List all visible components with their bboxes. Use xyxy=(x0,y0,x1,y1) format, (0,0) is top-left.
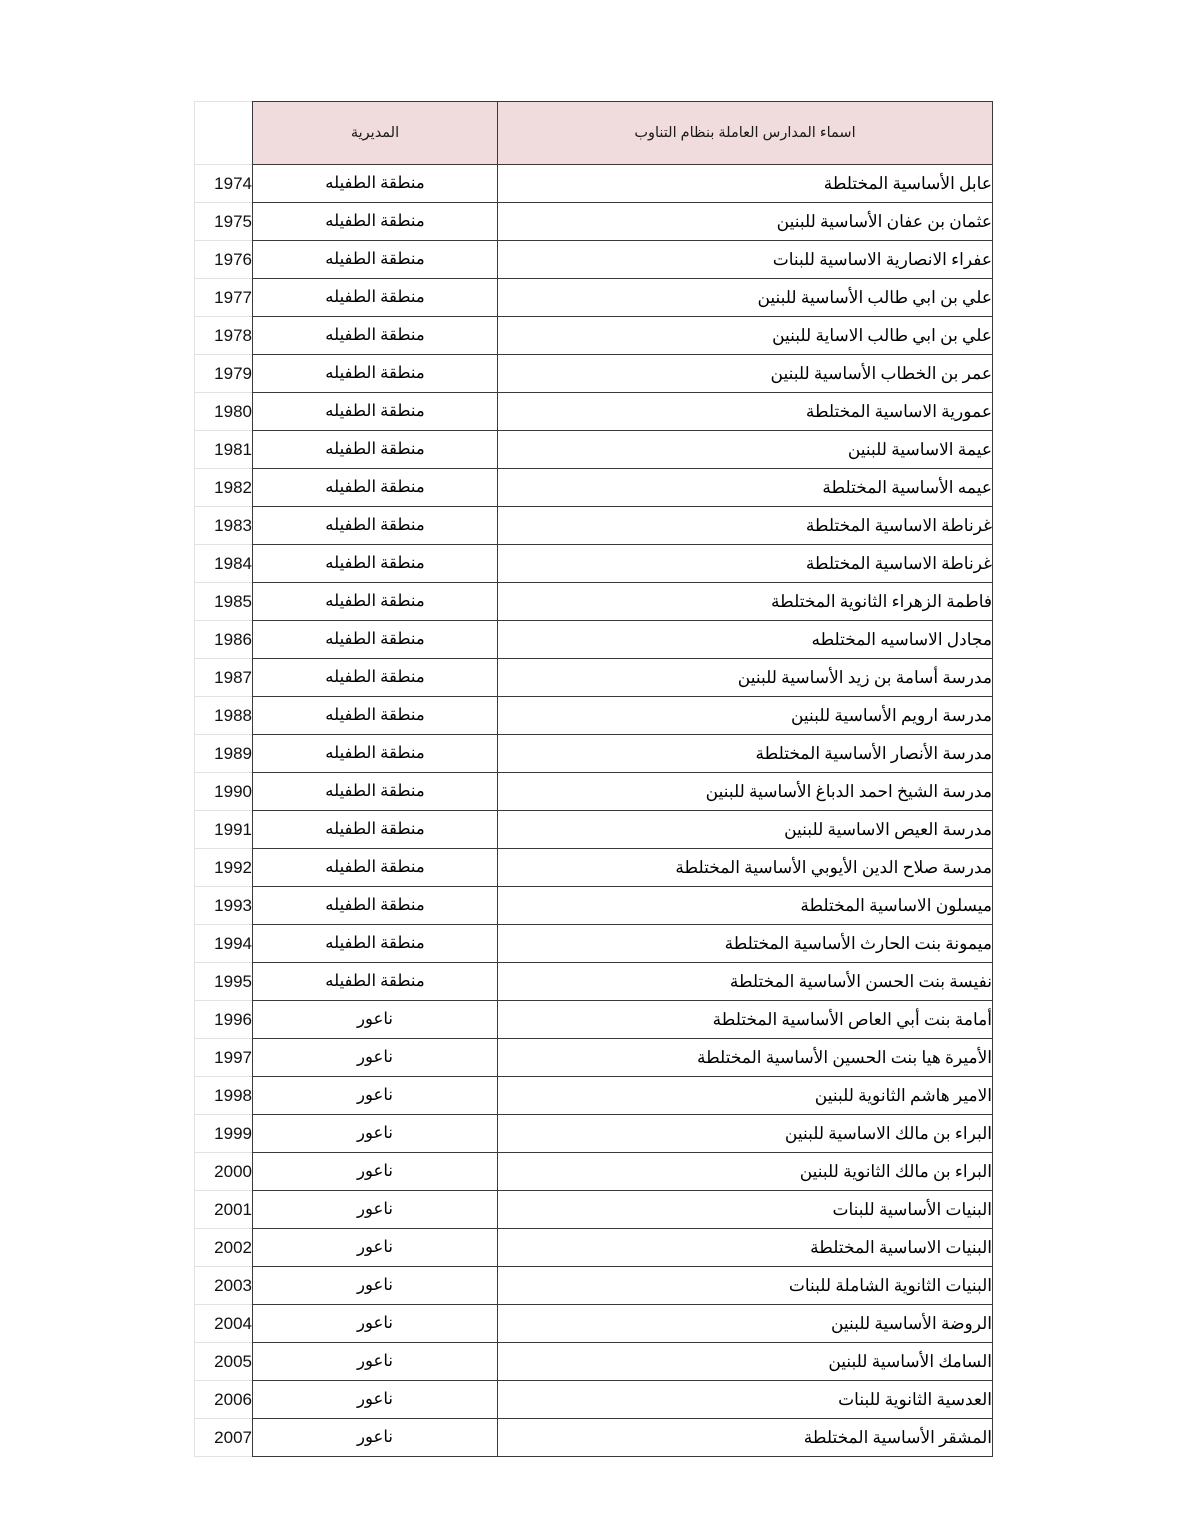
table-row xyxy=(195,545,993,583)
cell-school-name: المشقر الأساسية المختلطة xyxy=(498,1419,993,1457)
table-row xyxy=(195,1001,993,1039)
schools-table-container xyxy=(195,101,993,1457)
column-header-number xyxy=(195,102,253,165)
cell-directorate: منطقة الطفيله xyxy=(253,431,498,469)
cell-row-number: 1989 xyxy=(195,735,253,773)
cell-school-name: ميمونة بنت الحارث الأساسية المختلطة xyxy=(498,925,993,963)
cell-row-number: 1976 xyxy=(195,241,253,279)
cell-row-number: 2007 xyxy=(195,1419,253,1457)
cell-school-name: البراء بن مالك الثانوية للبنين xyxy=(498,1153,993,1191)
schools-table xyxy=(194,101,993,1457)
cell-row-number: 1979 xyxy=(195,355,253,393)
cell-directorate: ناعور xyxy=(253,1381,498,1419)
cell-row-number: 1980 xyxy=(195,393,253,431)
cell-row-number: 2004 xyxy=(195,1305,253,1343)
header-row xyxy=(195,102,993,165)
table-body xyxy=(195,165,993,1457)
cell-row-number: 1987 xyxy=(195,659,253,697)
cell-school-name: الأميرة هيا بنت الحسين الأساسية المختلطة xyxy=(498,1039,993,1077)
cell-row-number: 2005 xyxy=(195,1343,253,1381)
cell-school-name: غرناطة الاساسية المختلطة xyxy=(498,507,993,545)
table-row xyxy=(195,507,993,545)
cell-directorate: منطقة الطفيله xyxy=(253,887,498,925)
table-row xyxy=(195,1191,993,1229)
cell-directorate: منطقة الطفيله xyxy=(253,659,498,697)
cell-directorate: ناعور xyxy=(253,1229,498,1267)
cell-school-name: مدرسة صلاح الدين الأيوبي الأساسية المختلطة xyxy=(498,849,993,887)
table-row xyxy=(195,393,993,431)
cell-directorate: منطقة الطفيله xyxy=(253,317,498,355)
cell-directorate: منطقة الطفيله xyxy=(253,925,498,963)
cell-directorate: منطقة الطفيله xyxy=(253,849,498,887)
cell-directorate: منطقة الطفيله xyxy=(253,811,498,849)
cell-school-name: أمامة بنت أبي العاص الأساسية المختلطة xyxy=(498,1001,993,1039)
table-row xyxy=(195,621,993,659)
cell-directorate: ناعور xyxy=(253,1191,498,1229)
table-row xyxy=(195,887,993,925)
cell-row-number: 1975 xyxy=(195,203,253,241)
cell-directorate: منطقة الطفيله xyxy=(253,165,498,203)
cell-directorate: منطقة الطفيله xyxy=(253,583,498,621)
cell-row-number: 1991 xyxy=(195,811,253,849)
cell-row-number: 1985 xyxy=(195,583,253,621)
cell-school-name: الامير هاشم الثانوية للبنين xyxy=(498,1077,993,1115)
cell-directorate: ناعور xyxy=(253,1039,498,1077)
table-row xyxy=(195,1419,993,1457)
table-row xyxy=(195,811,993,849)
cell-row-number: 1974 xyxy=(195,165,253,203)
cell-directorate: ناعور xyxy=(253,1077,498,1115)
cell-directorate: ناعور xyxy=(253,1115,498,1153)
table-row xyxy=(195,1153,993,1191)
cell-directorate: منطقة الطفيله xyxy=(253,203,498,241)
cell-row-number: 1996 xyxy=(195,1001,253,1039)
cell-row-number: 1978 xyxy=(195,317,253,355)
cell-school-name: غرناطة الاساسية المختلطة xyxy=(498,545,993,583)
cell-row-number: 1984 xyxy=(195,545,253,583)
table-row xyxy=(195,1343,993,1381)
table-row xyxy=(195,849,993,887)
table-row xyxy=(195,697,993,735)
cell-directorate: منطقة الطفيله xyxy=(253,697,498,735)
column-header-directorate: المديرية xyxy=(253,102,498,165)
table-row xyxy=(195,1077,993,1115)
table-row xyxy=(195,431,993,469)
cell-row-number: 1982 xyxy=(195,469,253,507)
cell-school-name: الروضة الأساسية للبنين xyxy=(498,1305,993,1343)
cell-school-name: ميسلون الاساسية المختلطة xyxy=(498,887,993,925)
cell-school-name: مدرسة العيص الاساسية للبنين xyxy=(498,811,993,849)
table-row xyxy=(195,1115,993,1153)
table-row xyxy=(195,317,993,355)
cell-school-name: علي بن ابي طالب الاساية للبنين xyxy=(498,317,993,355)
table-row xyxy=(195,773,993,811)
cell-directorate: منطقة الطفيله xyxy=(253,279,498,317)
cell-row-number: 1986 xyxy=(195,621,253,659)
table-row xyxy=(195,469,993,507)
cell-row-number: 1983 xyxy=(195,507,253,545)
cell-school-name: فاطمة الزهراء الثانوية المختلطة xyxy=(498,583,993,621)
cell-directorate: منطقة الطفيله xyxy=(253,393,498,431)
table-header xyxy=(195,102,993,165)
cell-directorate: ناعور xyxy=(253,1305,498,1343)
cell-row-number: 1981 xyxy=(195,431,253,469)
cell-row-number: 1992 xyxy=(195,849,253,887)
cell-directorate: ناعور xyxy=(253,1343,498,1381)
column-header-school-name: اسماء المدارس العاملة بنظام التناوب xyxy=(498,102,993,165)
cell-directorate: منطقة الطفيله xyxy=(253,735,498,773)
cell-school-name: البراء بن مالك الاساسية للبنين xyxy=(498,1115,993,1153)
cell-directorate: منطقة الطفيله xyxy=(253,469,498,507)
cell-school-name: عيمه الأساسية المختلطة xyxy=(498,469,993,507)
table-row xyxy=(195,165,993,203)
cell-row-number: 1998 xyxy=(195,1077,253,1115)
table-row xyxy=(195,963,993,1001)
cell-row-number: 1999 xyxy=(195,1115,253,1153)
cell-directorate: منطقة الطفيله xyxy=(253,545,498,583)
cell-school-name: علي بن ابي طالب الأساسية للبنين xyxy=(498,279,993,317)
cell-directorate: ناعور xyxy=(253,1419,498,1457)
table-row xyxy=(195,735,993,773)
cell-row-number: 1995 xyxy=(195,963,253,1001)
cell-school-name: مدرسة ارويم الأساسية للبنين xyxy=(498,697,993,735)
cell-school-name: نفيسة بنت الحسن الأساسية المختلطة xyxy=(498,963,993,1001)
table-row xyxy=(195,279,993,317)
cell-school-name: السامك الأساسية للبنين xyxy=(498,1343,993,1381)
cell-school-name: البنيات الأساسية للبنات xyxy=(498,1191,993,1229)
table-row xyxy=(195,583,993,621)
table-row xyxy=(195,659,993,697)
cell-school-name: مجادل الاساسيه المختلطه xyxy=(498,621,993,659)
cell-school-name: عيمة الاساسية للبنين xyxy=(498,431,993,469)
cell-school-name: البنيات الاساسية المختلطة xyxy=(498,1229,993,1267)
table-row xyxy=(195,241,993,279)
table-row xyxy=(195,355,993,393)
cell-row-number: 1990 xyxy=(195,773,253,811)
cell-directorate: منطقة الطفيله xyxy=(253,963,498,1001)
table-row xyxy=(195,925,993,963)
cell-directorate: منطقة الطفيله xyxy=(253,241,498,279)
cell-row-number: 1997 xyxy=(195,1039,253,1077)
cell-school-name: عمر بن الخطاب الأساسية للبنين xyxy=(498,355,993,393)
cell-row-number: 1988 xyxy=(195,697,253,735)
cell-row-number: 2006 xyxy=(195,1381,253,1419)
cell-row-number: 1993 xyxy=(195,887,253,925)
table-row xyxy=(195,1381,993,1419)
cell-school-name: مدرسة أسامة بن زيد الأساسية للبنين xyxy=(498,659,993,697)
table-row xyxy=(195,1229,993,1267)
cell-row-number: 2001 xyxy=(195,1191,253,1229)
cell-directorate: ناعور xyxy=(253,1267,498,1305)
table-row xyxy=(195,1305,993,1343)
cell-school-name: عثمان بن عفان الأساسية للبنين xyxy=(498,203,993,241)
cell-directorate: منطقة الطفيله xyxy=(253,773,498,811)
table-row xyxy=(195,203,993,241)
cell-directorate: منطقة الطفيله xyxy=(253,355,498,393)
cell-school-name: مدرسة الأنصار الأساسية المختلطة xyxy=(498,735,993,773)
cell-row-number: 1994 xyxy=(195,925,253,963)
cell-row-number: 2003 xyxy=(195,1267,253,1305)
cell-school-name: عابل الأساسية المختلطة xyxy=(498,165,993,203)
table-row xyxy=(195,1267,993,1305)
cell-row-number: 2002 xyxy=(195,1229,253,1267)
cell-directorate: منطقة الطفيله xyxy=(253,507,498,545)
table-row xyxy=(195,1039,993,1077)
cell-directorate: ناعور xyxy=(253,1001,498,1039)
cell-row-number: 2000 xyxy=(195,1153,253,1191)
cell-row-number: 1977 xyxy=(195,279,253,317)
cell-school-name: عمورية الاساسية المختلطة xyxy=(498,393,993,431)
cell-directorate: ناعور xyxy=(253,1153,498,1191)
cell-school-name: عفراء الانصارية الاساسية للبنات xyxy=(498,241,993,279)
cell-school-name: العدسية الثانوية للبنات xyxy=(498,1381,993,1419)
cell-school-name: مدرسة الشيخ احمد الدباغ الأساسية للبنين xyxy=(498,773,993,811)
cell-school-name: البنيات الثانوية الشاملة للبنات xyxy=(498,1267,993,1305)
cell-directorate: منطقة الطفيله xyxy=(253,621,498,659)
